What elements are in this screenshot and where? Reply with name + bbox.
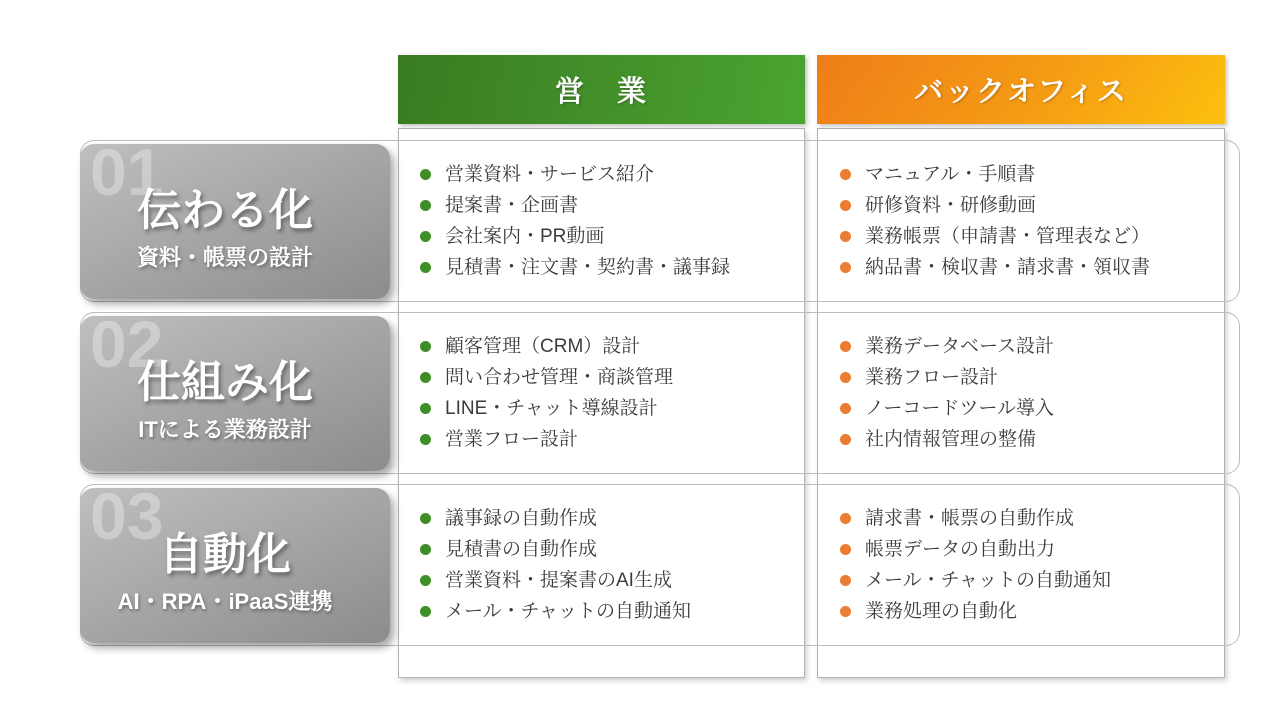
- backoffice-list-row-2: [840, 312, 1215, 474]
- bullet-icon: [840, 606, 851, 617]
- list-item: ノーコードツール導入: [840, 398, 1215, 419]
- list-item: 社内情報管理の整備: [840, 429, 1215, 450]
- list-item: 会社案内・PR動画: [420, 226, 785, 247]
- list-item: 営業資料・サービス紹介: [420, 164, 785, 185]
- list-item: 業務フロー設計: [840, 367, 1215, 388]
- backoffice-list-row-1: [840, 140, 1215, 302]
- list-item: メール・チャットの自動通知: [420, 601, 785, 622]
- bullet-icon: [420, 434, 431, 445]
- row-subtitle: ITによる業務設計: [138, 417, 312, 443]
- list-item: 帳票データの自動出力: [840, 539, 1215, 560]
- list-item: 業務帳票（申請書・管理表など）: [840, 226, 1215, 247]
- row-label-content: [80, 144, 390, 299]
- list-item: 研修資料・研修動画: [840, 195, 1215, 216]
- row-label-content: [80, 316, 390, 471]
- row-label-content: [80, 488, 390, 643]
- list-item: 顧客管理（CRM）設計: [420, 336, 785, 357]
- list-item: 納品書・検収書・請求書・領収書: [840, 257, 1215, 278]
- list-item: LINE・チャット導線設計: [420, 398, 785, 419]
- backoffice-column-header-label: バックオフィス: [914, 76, 1128, 108]
- bullet-icon: [840, 434, 851, 445]
- backoffice-column-header: [817, 55, 1225, 124]
- bullet-icon: [840, 544, 851, 555]
- bullet-icon: [840, 231, 851, 242]
- bullet-icon: [420, 169, 431, 180]
- row-label-block-2: [80, 316, 390, 471]
- list-item: 問い合わせ管理・商談管理: [420, 367, 785, 388]
- row-title: 伝わる化: [137, 185, 313, 235]
- sales-list-row-3: [420, 484, 785, 646]
- sales-list-row-2: [420, 312, 785, 474]
- row-subtitle: 資料・帳票の設計: [136, 245, 313, 271]
- row-number: 03: [90, 488, 164, 553]
- row-number: 01: [90, 144, 164, 209]
- list-item: メール・チャットの自動通知: [840, 570, 1215, 591]
- list-item: マニュアル・手順書: [840, 164, 1215, 185]
- list-item: 見積書・注文書・契約書・議事録: [420, 257, 785, 278]
- bullet-icon: [840, 262, 851, 273]
- bullet-icon: [420, 544, 431, 555]
- bullet-icon: [840, 169, 851, 180]
- list-item: 営業資料・提案書のAI生成: [420, 570, 785, 591]
- sales-column-header: [398, 55, 805, 124]
- bullet-icon: [420, 575, 431, 586]
- list-item: 請求書・帳票の自動作成: [840, 508, 1215, 529]
- list-item: 議事録の自動作成: [420, 508, 785, 529]
- bullet-icon: [840, 200, 851, 211]
- bullet-icon: [420, 606, 431, 617]
- bullet-icon: [420, 231, 431, 242]
- row-title: 自動化: [159, 529, 291, 579]
- row-subtitle: AI・RPA・iPaaS連携: [117, 589, 333, 615]
- bullet-icon: [840, 403, 851, 414]
- bullet-icon: [420, 341, 431, 352]
- bullet-icon: [420, 513, 431, 524]
- bullet-icon: [840, 341, 851, 352]
- sales-column-header-label: 営 業: [554, 76, 648, 108]
- row-label-block-1: [80, 144, 390, 299]
- list-item: 見積書の自動作成: [420, 539, 785, 560]
- row-number: 02: [90, 316, 164, 381]
- row-label-block-3: [80, 488, 390, 643]
- bullet-icon: [420, 262, 431, 273]
- list-item: 提案書・企画書: [420, 195, 785, 216]
- list-item: 営業フロー設計: [420, 429, 785, 450]
- backoffice-list-row-3: [840, 484, 1215, 646]
- bullet-icon: [420, 372, 431, 383]
- bullet-icon: [840, 575, 851, 586]
- bullet-icon: [420, 200, 431, 211]
- sales-list-row-1: [420, 140, 785, 302]
- bullet-icon: [840, 513, 851, 524]
- list-item: 業務データベース設計: [840, 336, 1215, 357]
- list-item: 業務処理の自動化: [840, 601, 1215, 622]
- row-title: 仕組み化: [137, 357, 313, 407]
- bullet-icon: [420, 403, 431, 414]
- bullet-icon: [840, 372, 851, 383]
